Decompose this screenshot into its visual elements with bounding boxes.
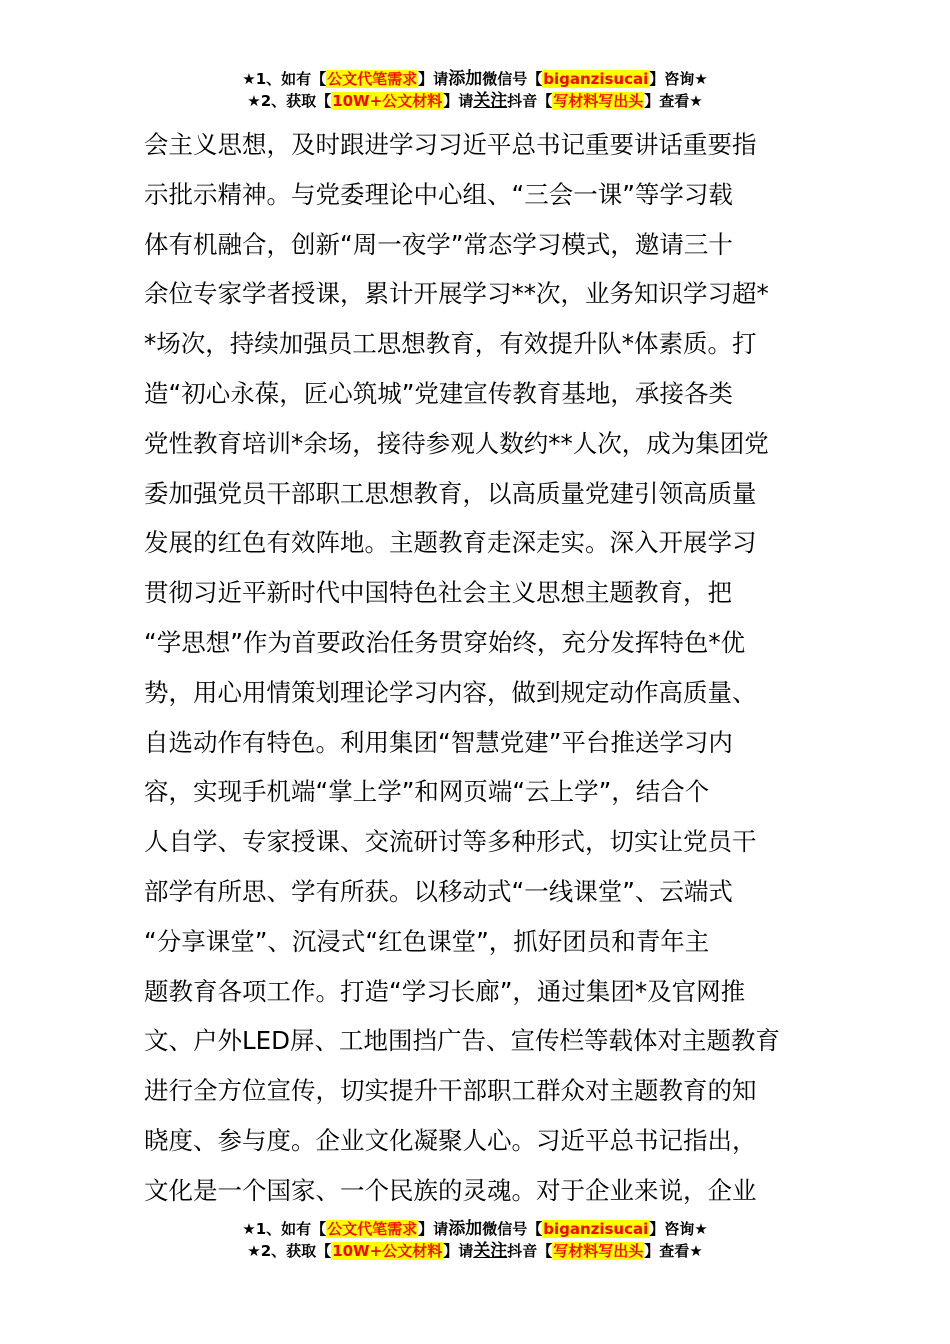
top-banner [0, 68, 950, 112]
banner-text: 抖音【 [507, 1242, 553, 1260]
highlight-service: 公文代笔需求 [327, 1220, 418, 1238]
body-line: 体有机融合，创新“周一夜学”常态学习模式，邀请三十 [144, 229, 733, 259]
bottom-banner [0, 1218, 950, 1262]
body-line: 会主义思想，及时跟进学习习近平总书记重要讲话重要指 [144, 130, 757, 159]
highlight-materials: 10W+公文材料 [332, 92, 443, 110]
banner-text: 】咨询★ [649, 70, 708, 88]
body-line: 发展的红色有效阵地。主题教育走深走实。深入开展学习 [144, 528, 757, 558]
body-line: *场次，持续加强员工思想教育，有效提升队*体素质。打 [144, 329, 757, 359]
body-line: 自选动作有特色。利用集团“智慧党建”平台推送学习内 [144, 727, 733, 757]
banner-text: 】查看★ [644, 92, 703, 110]
banner-line-2 [0, 90, 950, 112]
body-line: 题教育各项工作。打造“学习长廊”，通过集团*及官网推 [144, 976, 746, 1006]
body-line: 势，用心用情策划理论学习内容，做到规定动作高质量、 [144, 677, 757, 707]
banner-emphasis: 添加 [448, 1219, 483, 1239]
banner-text: ★1、如有【 [242, 1220, 327, 1238]
body-line: 晓度、参与度。企业文化凝聚人心。习近平总书记指出， [144, 1125, 757, 1155]
body-line: 文、户外LED屏、工地围挡广告、宣传栏等载体对主题教育 [144, 1026, 780, 1056]
body-line: 文化是一个国家、一个民族的灵魂。对于企业来说，企业 [144, 1175, 757, 1205]
highlight-wechat-id: biganzisucai [543, 1220, 649, 1238]
banner-line-2 [0, 1240, 950, 1262]
banner-text: ★2、获取【 [247, 92, 332, 110]
banner-text: 】请 [443, 92, 474, 110]
highlight-materials: 10W+公文材料 [332, 1242, 443, 1260]
body-line: 容，实现手机端“掌上学”和网页端“云上学”，结合个 [144, 777, 710, 807]
highlight-service: 公文代笔需求 [327, 70, 418, 88]
banner-text: 】请 [443, 1242, 474, 1260]
highlight-douyin-id: 写材料写出头 [553, 1242, 644, 1260]
banner-text: ★2、获取【 [247, 1242, 332, 1260]
highlight-douyin-id: 写材料写出头 [553, 92, 644, 110]
banner-emphasis: 关注 [473, 91, 508, 111]
body-line: 示批示精神。与党委理论中心组、“三会一课”等学习载 [144, 179, 733, 209]
document-body [144, 120, 806, 1216]
banner-emphasis: 关注 [473, 1241, 508, 1261]
banner-text: 】请 [418, 70, 449, 88]
body-line: 部学有所思、学有所获。以移动式“一线课堂”、云端式 [144, 876, 733, 906]
banner-emphasis: 添加 [448, 69, 483, 89]
body-line: 余位专家学者授课，累计开展学习**次，业务知识学习超* [144, 279, 769, 309]
body-line: 党性教育培训*余场，接待参观人数约**人次，成为集团党 [144, 428, 769, 458]
banner-text: 】请 [418, 1220, 449, 1238]
body-line: 贯彻习近平新时代中国特色社会主义思想主题教育，把 [144, 578, 732, 608]
highlight-wechat-id: biganzisucai [543, 70, 649, 88]
body-line: 人自学、专家授课、交流研讨等多种形式，切实让党员干 [144, 827, 757, 857]
banner-line-1 [0, 68, 950, 90]
banner-text: 】咨询★ [649, 1220, 708, 1238]
banner-text: 微信号【 [482, 70, 543, 88]
banner-text: ★1、如有【 [242, 70, 327, 88]
body-line: 造“初心永葆，匠心筑城”党建宣传教育基地，承接各类 [144, 378, 733, 408]
body-line: “分享课堂”、沉浸式“红色课堂”，抓好团员和青年主 [144, 926, 710, 956]
banner-line-1 [0, 1218, 950, 1240]
banner-text: 微信号【 [482, 1220, 543, 1238]
banner-text: 】查看★ [644, 1242, 703, 1260]
body-line: 进行全方位宣传，切实提升干部职工群众对主题教育的知 [144, 1076, 757, 1106]
body-line: 委加强党员干部职工思想教育，以高质量党建引领高质量 [144, 478, 757, 508]
body-line: “学思想”作为首要政治任务贯穿始终，充分发挥特色*优 [144, 627, 746, 657]
banner-text: 抖音【 [507, 92, 553, 110]
